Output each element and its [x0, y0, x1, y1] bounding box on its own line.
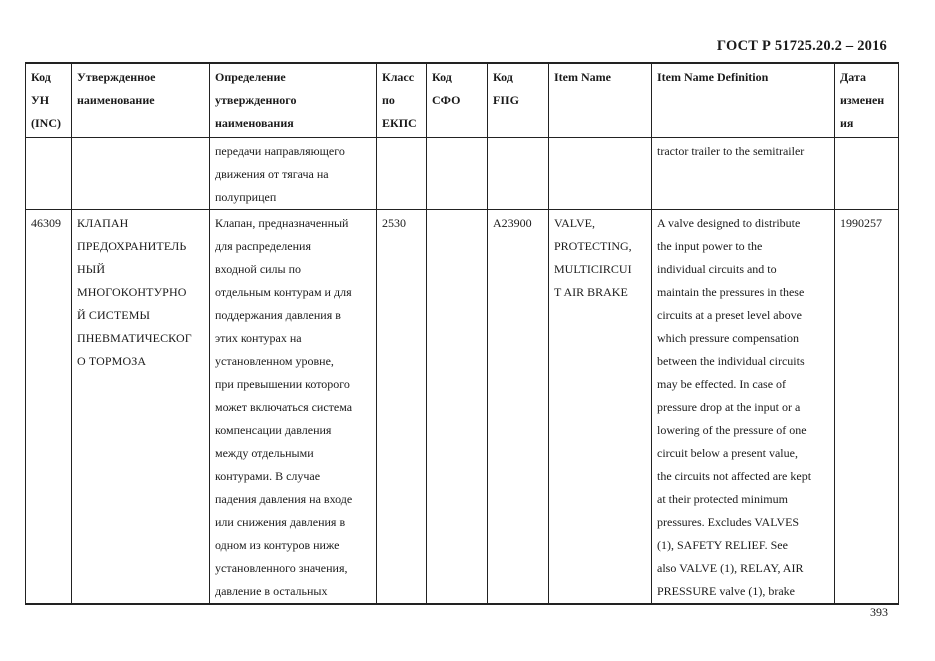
column-header-item-definition: Item Name Definition	[652, 63, 835, 137]
cell-approved-name: КЛАПАН ПРЕДОХРАНИТЕЛЬ НЫЙ МНОГОКОНТУРНО Й СИСТЕМЫ ПНЕВМАТИЧЕСКОГ О ТОРМОЗА	[72, 209, 210, 604]
column-header-inc: Код УН (INC)	[26, 63, 72, 137]
cell-item-definition: A valve designed to distribute the input power to the individual circuits and to maintain the pressures in these circuits at a preset level above which pressure compensation between the individual circuits may be effected. In case of pressure drop at the input or a lowering of the pressure of one circuit below a present value, the circuits not affected are kept at their protected minimum pressures. Excludes VALVES (1), SAFETY RELIEF. See also VALVE (1), RELAY, AIR PRESSURE valve (1), brake	[652, 209, 835, 604]
cell-definition: Клапан, предназначенный для распределения входной силы по отдельным контурам и для поддержания давления в этих контурах на установленном уровне, при превышении которого может включаться система компенсации давления между отдельными контурами. В случае падения давления на входе или снижения давления в одном из контуров ниже установленного значения, давление в остальных	[210, 209, 377, 604]
column-header-definition: Определение утвержденного наименования	[210, 63, 377, 137]
cell-change-date: 1990257	[835, 209, 899, 604]
cell-change-date	[835, 137, 899, 209]
cell-item-name: VALVE, PROTECTING, MULTICIRCUI T AIR BRAKE	[549, 209, 652, 604]
cell-item-name	[549, 137, 652, 209]
catalog-table	[25, 62, 899, 605]
column-header-item-name: Item Name	[549, 63, 652, 137]
page-number: 393	[870, 605, 888, 619]
cell-fiig-code: A23900	[488, 209, 549, 604]
column-header-fiig-code: Код FIIG	[488, 63, 549, 137]
table-row	[26, 137, 899, 209]
column-header-approved-name: Утвержденное наименование	[72, 63, 210, 137]
cell-fiig-code	[488, 137, 549, 209]
cell-ekps-class	[377, 137, 427, 209]
cell-inc: 46309	[26, 209, 72, 604]
column-header-ekps-class: Класс по ЕКПС	[377, 63, 427, 137]
cell-sfo-code	[427, 209, 488, 604]
column-header-sfo-code: Код СФО	[427, 63, 488, 137]
cell-definition: передачи направляющего движения от тягача на полуприцеп	[210, 137, 377, 209]
cell-approved-name	[72, 137, 210, 209]
cell-inc	[26, 137, 72, 209]
cell-item-definition: tractor trailer to the semitrailer	[652, 137, 835, 209]
column-header-change-date: Дата изменен ия	[835, 63, 899, 137]
cell-sfo-code	[427, 137, 488, 209]
cell-ekps-class: 2530	[377, 209, 427, 604]
document-header: ГОСТ Р 51725.20.2 – 2016	[716, 38, 887, 54]
table-header-row	[26, 63, 899, 137]
table-row	[26, 209, 899, 604]
